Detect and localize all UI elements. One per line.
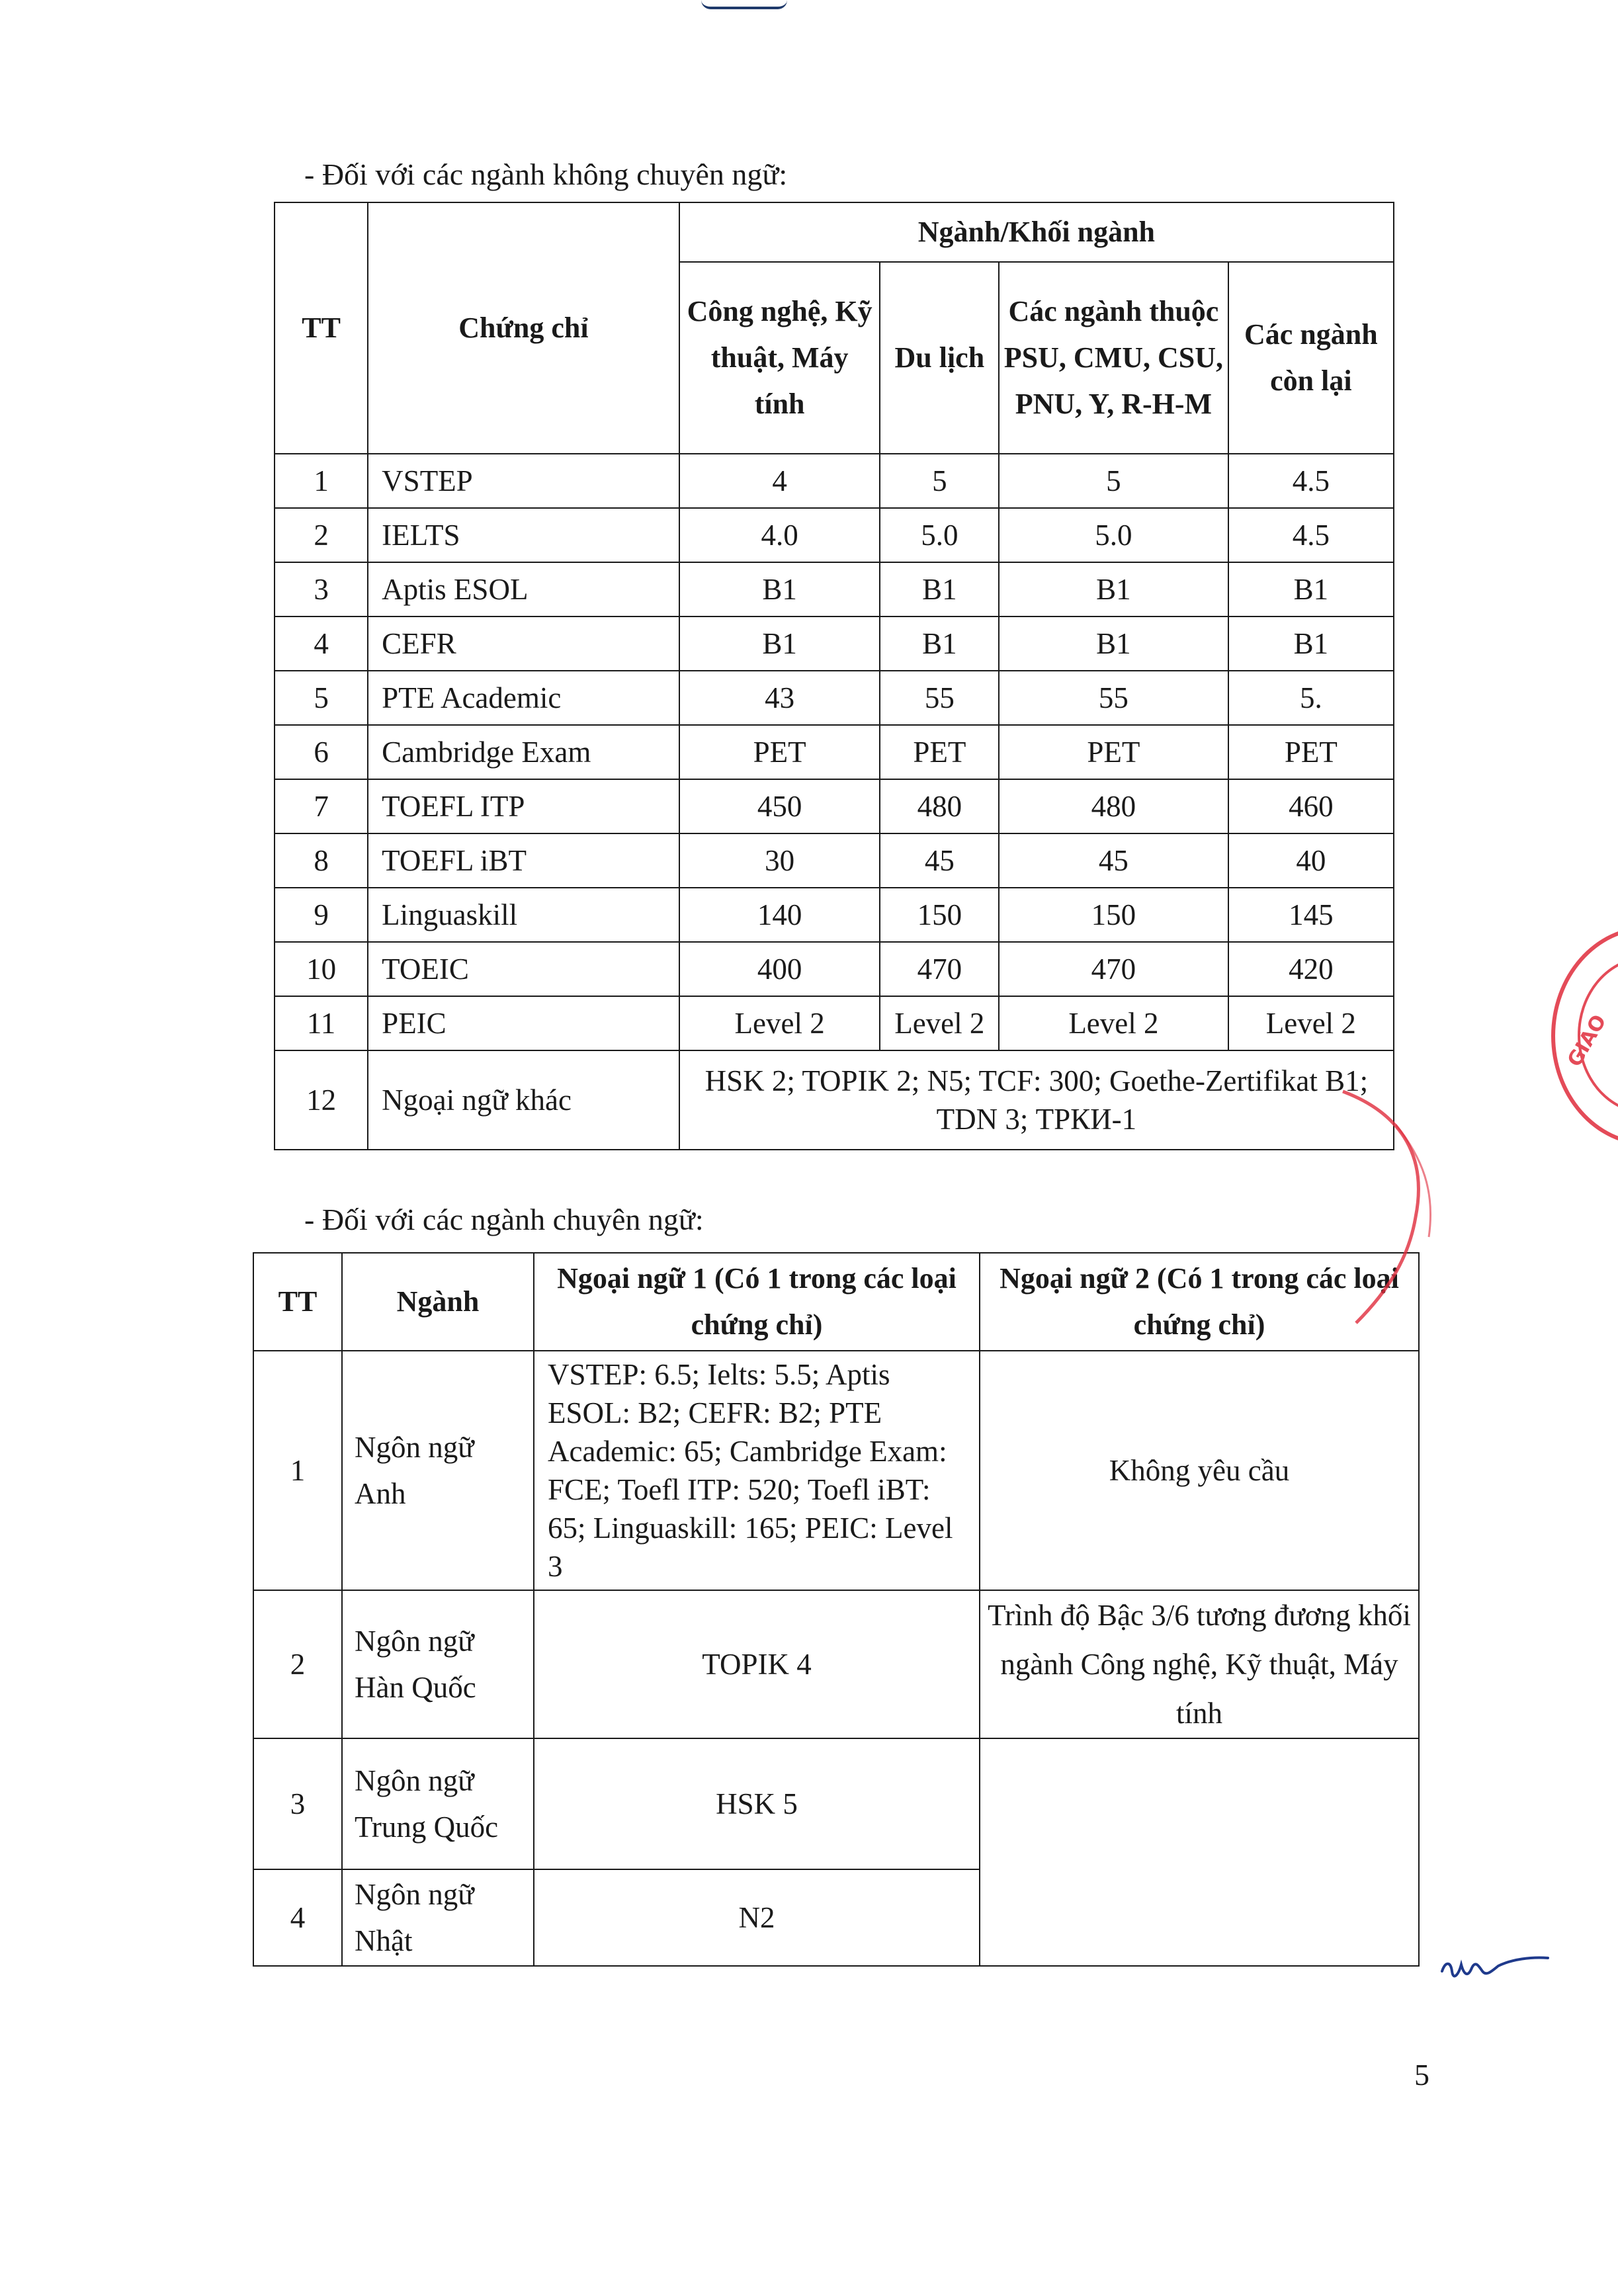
row-tt: 10 — [275, 942, 368, 996]
header-tt: TT — [253, 1253, 342, 1351]
row-tt: 2 — [275, 508, 368, 562]
header-certificate: Chứng chỉ — [368, 202, 679, 454]
row-other-score: Level 2 — [1228, 996, 1394, 1050]
row-psu-score: 55 — [999, 671, 1228, 725]
row-tt: 11 — [275, 996, 368, 1050]
row-other-score: 4.5 — [1228, 454, 1394, 508]
table-row — [275, 888, 1394, 942]
row-psu-score: 150 — [999, 888, 1228, 942]
row-tech-score: 400 — [679, 942, 880, 996]
table-row — [253, 1590, 1419, 1738]
row-psu-score: 5 — [999, 454, 1228, 508]
row-other-score: B1 — [1228, 617, 1394, 671]
row-tech-score: 43 — [679, 671, 880, 725]
row-certificate: Ngoại ngữ khác — [368, 1050, 679, 1150]
row-language-1-requirement: TOPIK 4 — [534, 1590, 980, 1738]
row-certificate: TOEFL ITP — [368, 779, 679, 833]
row-other-score: B1 — [1228, 562, 1394, 617]
table-row — [275, 1050, 1394, 1150]
row-tourism-score: B1 — [880, 562, 999, 617]
table-row — [275, 671, 1394, 725]
row-tourism-score: Level 2 — [880, 996, 999, 1050]
row-tourism-score: 150 — [880, 888, 999, 942]
row-tourism-score: 55 — [880, 671, 999, 725]
table-row — [275, 779, 1394, 833]
row-psu-score: 45 — [999, 833, 1228, 888]
row-tech-score: B1 — [679, 562, 880, 617]
row-tech-score: 450 — [679, 779, 880, 833]
row-language-2-requirement: Trình độ Bậc 3/6 tương đương khối ngành Công nghệ, Kỹ thuật, Máy tính — [980, 1590, 1419, 1738]
row-major: Ngôn ngữ Anh — [342, 1351, 534, 1590]
row-certificate: VSTEP — [368, 454, 679, 508]
page-number: 5 — [1414, 2058, 1429, 2092]
header-major-group: Ngành/Khối ngành — [679, 202, 1394, 262]
row-major: Ngôn ngữ Hàn Quốc — [342, 1590, 534, 1738]
row-tech-score: 4 — [679, 454, 880, 508]
row-major: Ngôn ngữ Trung Quốc — [342, 1738, 534, 1869]
row-certificate: IELTS — [368, 508, 679, 562]
row-certificate: Linguaskill — [368, 888, 679, 942]
row-tt: 7 — [275, 779, 368, 833]
row-psu-score: Level 2 — [999, 996, 1228, 1050]
row-language-1-requirement: N2 — [534, 1869, 980, 1966]
top-binding-mark — [701, 0, 787, 9]
row-tourism-score: 45 — [880, 833, 999, 888]
row-other-score: 145 — [1228, 888, 1394, 942]
row-tech-score: B1 — [679, 617, 880, 671]
row-tourism-score: 480 — [880, 779, 999, 833]
row-certificate: Cambridge Exam — [368, 725, 679, 779]
table-row — [275, 617, 1394, 671]
row-language-2-requirement — [980, 1738, 1419, 1966]
row-tech-score: PET — [679, 725, 880, 779]
row-other-score: 4.5 — [1228, 508, 1394, 562]
table-row — [275, 562, 1394, 617]
row-language-2-requirement: Không yêu cầu — [980, 1351, 1419, 1590]
table-row — [253, 1351, 1419, 1590]
row-tech-score: 4.0 — [679, 508, 880, 562]
row-psu-score: B1 — [999, 562, 1228, 617]
row-certificate: PEIC — [368, 996, 679, 1050]
header-tt: TT — [275, 202, 368, 454]
row-psu-score: 5.0 — [999, 508, 1228, 562]
row-certificate: TOEFL iBT — [368, 833, 679, 888]
row-tech-score: 30 — [679, 833, 880, 888]
row-certificate: CEFR — [368, 617, 679, 671]
table-row — [275, 942, 1394, 996]
non-language-requirements-table — [274, 202, 1394, 1150]
row-tt: 12 — [275, 1050, 368, 1150]
seal-signature-stroke — [1316, 1072, 1462, 1336]
row-tt: 8 — [275, 833, 368, 888]
header-psu-cmu: Các ngành thuộc PSU, CMU, CSU, PNU, Y, R-H-M — [999, 262, 1228, 454]
row-psu-score: B1 — [999, 617, 1228, 671]
table-row — [253, 1738, 1419, 1869]
intro-non-language-majors: - Đối với các ngành không chuyên ngữ: — [304, 157, 788, 191]
row-certificate: PTE Academic — [368, 671, 679, 725]
row-psu-score: 480 — [999, 779, 1228, 833]
row-tt: 2 — [253, 1590, 342, 1738]
table-row — [275, 725, 1394, 779]
row-other-score: 40 — [1228, 833, 1394, 888]
handwritten-signature — [1439, 1945, 1551, 1991]
header-language-1: Ngoại ngữ 1 (Có 1 trong các loại chứng chỉ) — [534, 1253, 980, 1351]
row-tourism-score: 470 — [880, 942, 999, 996]
header-tech: Công nghệ, Kỹ thuật, Máy tính — [679, 262, 880, 454]
row-tt: 3 — [275, 562, 368, 617]
seal-text: GIÁO — [1562, 1011, 1611, 1071]
row-language-1-requirement: VSTEP: 6.5; Ielts: 5.5; Aptis ESOL: B2; CEFR: B2; PTE Academic: 65; Cambridge Exam: FCE; Toefl ITP: 520; Toefl iBT: 65; Linguaskill: 165; PEIC: Level 3 — [534, 1351, 980, 1590]
header-language-2: Ngoại ngữ 2 (Có 1 trong các loại chứng chỉ) — [980, 1253, 1419, 1351]
row-major: Ngôn ngữ Nhật — [342, 1869, 534, 1966]
row-tt: 6 — [275, 725, 368, 779]
row-language-1-requirement: HSK 5 — [534, 1738, 980, 1869]
header-tourism: Du lịch — [880, 262, 999, 454]
table-row — [275, 833, 1394, 888]
row-tt: 1 — [253, 1351, 342, 1590]
row-tourism-score: B1 — [880, 617, 999, 671]
row-other-score: 5. — [1228, 671, 1394, 725]
header-other-majors: Các ngành còn lại — [1228, 262, 1394, 454]
row-psu-score: PET — [999, 725, 1228, 779]
row-tt: 9 — [275, 888, 368, 942]
row-tourism-score: PET — [880, 725, 999, 779]
row-tourism-score: 5.0 — [880, 508, 999, 562]
table-row — [275, 996, 1394, 1050]
row-tt: 1 — [275, 454, 368, 508]
other-languages-value: HSK 2; TOPIK 2; N5; TCF: 300; Goethe-Zertifikat B1; TDN 3; ТРКИ-1 — [679, 1050, 1394, 1150]
intro-language-majors: - Đối với các ngành chuyên ngữ: — [304, 1203, 704, 1236]
row-tech-score: 140 — [679, 888, 880, 942]
row-tourism-score: 5 — [880, 454, 999, 508]
official-seal — [1551, 926, 1618, 1146]
row-other-score: PET — [1228, 725, 1394, 779]
row-certificate: Aptis ESOL — [368, 562, 679, 617]
row-certificate: TOEIC — [368, 942, 679, 996]
table-row — [275, 508, 1394, 562]
row-tt: 5 — [275, 671, 368, 725]
row-psu-score: 470 — [999, 942, 1228, 996]
row-other-score: 460 — [1228, 779, 1394, 833]
row-tt: 4 — [275, 617, 368, 671]
header-major: Ngành — [342, 1253, 534, 1351]
row-tt: 3 — [253, 1738, 342, 1869]
row-tt: 4 — [253, 1869, 342, 1966]
row-other-score: 420 — [1228, 942, 1394, 996]
table-row — [275, 454, 1394, 508]
row-tech-score: Level 2 — [679, 996, 880, 1050]
language-majors-table — [253, 1252, 1420, 1967]
